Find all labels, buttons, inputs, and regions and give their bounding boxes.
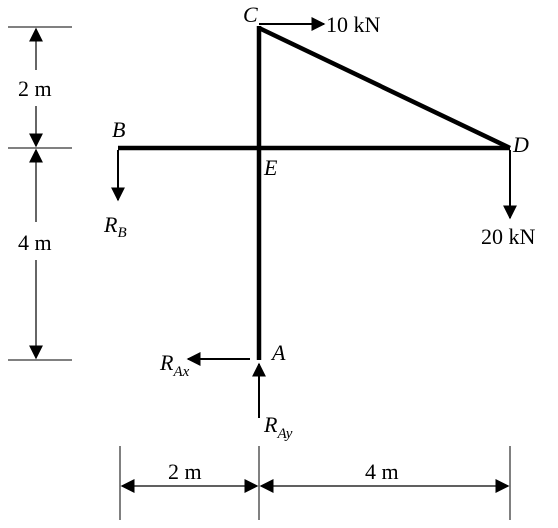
dimension-label-vertical-bottom: 4 m xyxy=(18,230,52,255)
reaction-label-ray xyxy=(263,412,293,442)
dimension-label-horizontal-right: 4 m xyxy=(365,459,399,484)
point-label-b: B xyxy=(112,117,126,142)
point-label-c: C xyxy=(243,2,258,27)
dimension-label-vertical-top: 2 m xyxy=(18,76,52,101)
reaction-label-rax xyxy=(159,350,190,380)
member-cd xyxy=(259,28,510,148)
reaction-label-ray-main: R xyxy=(264,412,278,437)
point-label-d: D xyxy=(513,132,529,157)
reaction-label-rax-sub: Ax xyxy=(173,364,190,380)
reaction-label-rb xyxy=(103,212,127,241)
reaction-label-rb-sub: B xyxy=(117,225,127,241)
reaction-label-ray-sub: Ay xyxy=(277,426,293,442)
reaction-label-rax-main: R xyxy=(160,350,174,375)
dimension-label-horizontal-left: 2 m xyxy=(168,459,202,484)
vertical-dimensions xyxy=(8,27,72,360)
reaction-label-rb-main: R xyxy=(104,212,118,237)
load-label-horizontal: 10 kN xyxy=(326,12,381,37)
frame-members xyxy=(118,26,510,360)
point-label-a: A xyxy=(272,340,286,365)
point-label-e: E xyxy=(264,155,278,180)
horizontal-dimensions xyxy=(120,446,510,520)
load-label-vertical: 20 kN xyxy=(481,224,536,249)
